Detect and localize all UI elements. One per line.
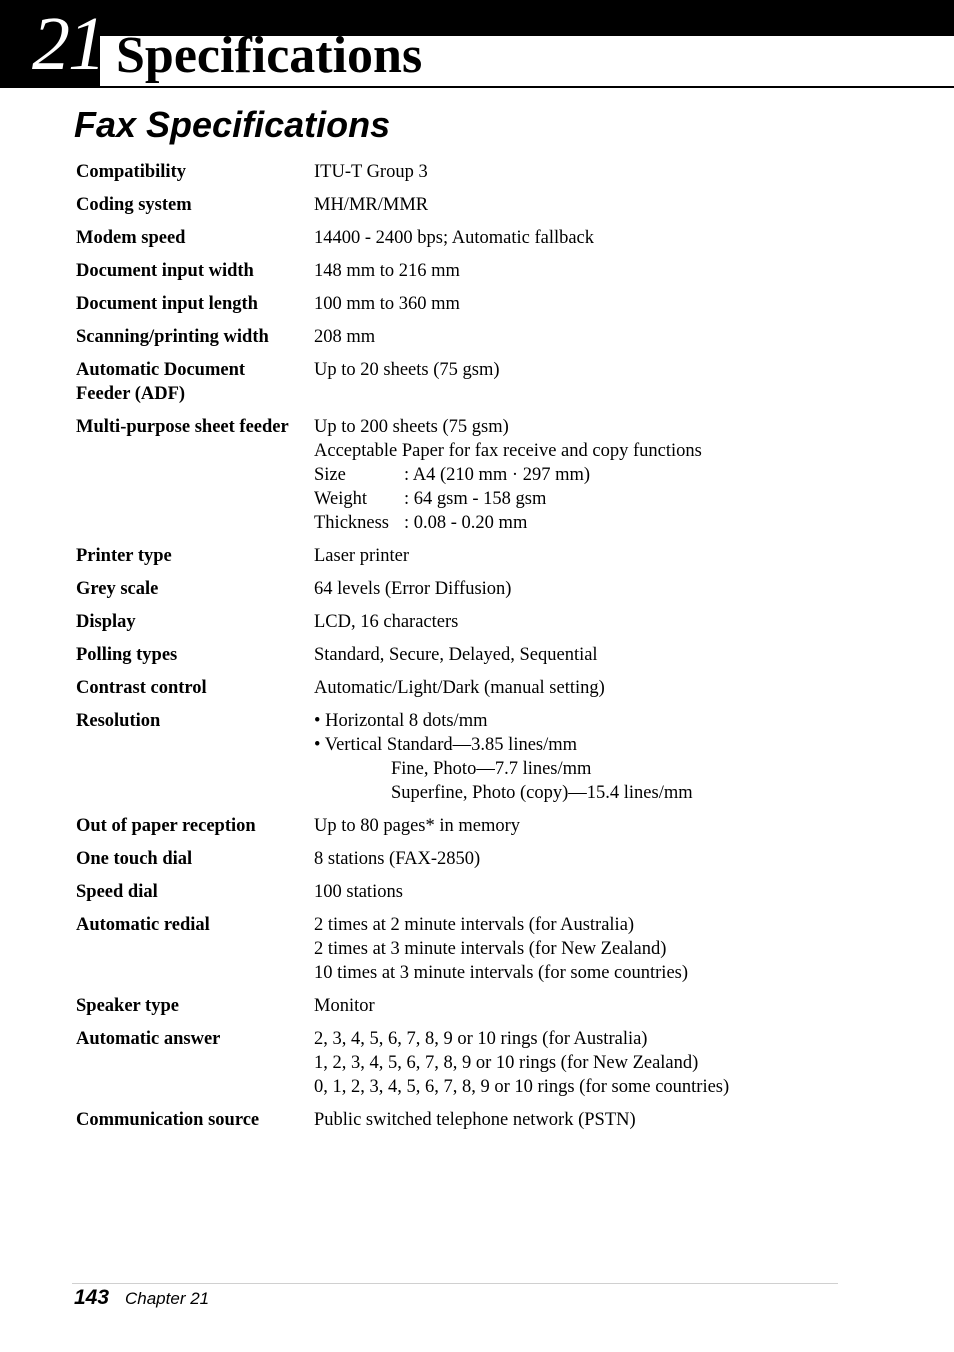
spec-row xyxy=(76,994,876,1018)
spec-label: One touch dial xyxy=(76,849,193,869)
spec-row xyxy=(76,358,876,406)
spec-row xyxy=(76,1027,876,1099)
chapter-number: 21 xyxy=(32,2,104,86)
spec-value-line: 8 stations (FAX-2850) xyxy=(314,849,481,869)
spec-label: Automatic answer xyxy=(76,1029,221,1049)
spec-value xyxy=(314,994,876,1018)
spec-row xyxy=(76,160,876,184)
spec-value xyxy=(314,226,876,250)
spec-value-line: 2 times at 3 minute intervals (for New Zealand) xyxy=(314,939,667,959)
spec-label: Automatic redial xyxy=(76,915,210,935)
spec-label: Compatibility xyxy=(76,162,186,182)
spec-value xyxy=(314,160,876,184)
spec-value-line: 64 levels (Error Diffusion) xyxy=(314,579,512,599)
spec-value-line: 148 mm to 216 mm xyxy=(314,261,460,281)
spec-value-line: 100 stations xyxy=(314,882,403,902)
page-number: 143 xyxy=(74,1286,110,1309)
spec-label: Display xyxy=(76,612,136,632)
spec-value xyxy=(314,415,876,535)
spec-value-line: 10 times at 3 minute intervals (for some countries) xyxy=(314,963,689,983)
spec-value-line: ITU-T Group 3 xyxy=(314,162,428,182)
spec-label: Polling types xyxy=(76,645,178,665)
spec-value xyxy=(314,847,876,871)
spec-row xyxy=(76,610,876,634)
spec-value-line: 1, 2, 3, 4, 5, 6, 7, 8, 9 or 10 rings (for New Zealand) xyxy=(314,1053,699,1073)
section-title: Fax Specifications xyxy=(74,104,391,145)
paper-spec-value: : 64 gsm - 158 gsm xyxy=(404,489,547,509)
paper-spec-line xyxy=(314,463,876,487)
spec-row xyxy=(76,193,876,217)
spec-row xyxy=(76,325,876,349)
spec-label: Document input length xyxy=(76,294,258,314)
spec-value-line: Up to 80 pages* in memory xyxy=(314,816,521,836)
paper-spec-key: Weight xyxy=(314,489,367,509)
spec-row xyxy=(76,643,876,667)
spec-label: Document input width xyxy=(76,261,254,281)
spec-label: Printer type xyxy=(76,546,172,566)
spec-label: Resolution xyxy=(76,711,161,731)
paper-spec-line xyxy=(314,511,876,535)
spec-label: Modem speed xyxy=(76,228,186,248)
spec-value-line: 2 times at 2 minute intervals (for Australia) xyxy=(314,915,635,935)
spec-label-line: Feeder (ADF) xyxy=(76,384,186,404)
spec-value-indented-line: Superfine, Photo (copy)—15.4 lines/mm xyxy=(391,783,693,803)
spec-row xyxy=(76,415,876,535)
paper-spec-value: : A4 (210 mm · 297 mm) xyxy=(404,465,591,485)
spec-value-line: 208 mm xyxy=(314,327,376,347)
spec-label: Speaker type xyxy=(76,996,179,1016)
spec-value-line: Automatic/Light/Dark (manual setting) xyxy=(314,678,605,698)
spec-row xyxy=(76,259,876,283)
spec-label-line: Automatic Document xyxy=(76,360,246,380)
spec-value xyxy=(314,577,876,601)
chapter-title-rule xyxy=(100,86,954,88)
spec-value xyxy=(314,1027,876,1099)
spec-label: Out of paper reception xyxy=(76,816,256,836)
chapter-number-box xyxy=(0,0,104,88)
spec-value-line: Laser printer xyxy=(314,546,410,566)
spec-label: Multi-purpose sheet feeder xyxy=(76,417,289,437)
spec-value-line: • Horizontal 8 dots/mm xyxy=(314,711,488,731)
spec-value xyxy=(314,358,876,406)
paper-spec-key: Size xyxy=(314,465,346,485)
spec-value-line: Up to 200 sheets (75 gsm) xyxy=(314,417,509,437)
spec-value-line: 0, 1, 2, 3, 4, 5, 6, 7, 8, 9 or 10 rings (for some countries) xyxy=(314,1077,730,1097)
spec-label: Speed dial xyxy=(76,882,158,902)
spec-label xyxy=(76,358,314,406)
spec-row xyxy=(76,880,876,904)
spec-value-line: MH/MR/MMR xyxy=(314,195,429,215)
spec-label: Scanning/printing width xyxy=(76,327,269,347)
spec-table xyxy=(76,160,876,1141)
spec-label: Communication source xyxy=(76,1110,260,1130)
footer-chapter-label: Chapter 21 xyxy=(125,1289,210,1308)
spec-value xyxy=(314,709,876,805)
paper-spec-line xyxy=(314,487,876,511)
paper-spec-value: : 0.08 - 0.20 mm xyxy=(404,513,528,533)
spec-value xyxy=(314,913,876,985)
spec-row xyxy=(76,847,876,871)
spec-value-line: 14400 - 2400 bps; Automatic fallback xyxy=(314,228,595,248)
spec-value xyxy=(314,676,876,700)
spec-value xyxy=(314,325,876,349)
spec-value xyxy=(314,814,876,838)
spec-row xyxy=(76,913,876,985)
paper-spec-key: Thickness xyxy=(314,513,390,533)
spec-label: Contrast control xyxy=(76,678,207,698)
spec-value-line: 2, 3, 4, 5, 6, 7, 8, 9 or 10 rings (for Australia) xyxy=(314,1029,648,1049)
spec-value xyxy=(314,1108,876,1132)
footer-rule xyxy=(72,1283,838,1284)
spec-value-line: LCD, 16 characters xyxy=(314,612,459,632)
spec-value-line: Up to 20 sheets (75 gsm) xyxy=(314,360,500,380)
spec-value xyxy=(314,643,876,667)
spec-value-indented-line: Fine, Photo—7.7 lines/mm xyxy=(391,759,592,779)
spec-value xyxy=(314,292,876,316)
spec-row xyxy=(76,544,876,568)
spec-value xyxy=(314,544,876,568)
spec-row xyxy=(76,709,876,805)
spec-label: Grey scale xyxy=(76,579,159,599)
spec-value-line: Standard, Secure, Delayed, Sequential xyxy=(314,645,598,665)
spec-value xyxy=(314,880,876,904)
spec-value xyxy=(314,193,876,217)
spec-row xyxy=(76,814,876,838)
spec-label: Coding system xyxy=(76,195,192,215)
spec-value-line: 100 mm to 360 mm xyxy=(314,294,460,314)
spec-value-line: • Vertical Standard—3.85 lines/mm xyxy=(314,735,578,755)
spec-row xyxy=(76,1108,876,1132)
spec-row xyxy=(76,577,876,601)
spec-row xyxy=(76,226,876,250)
spec-value-line: Monitor xyxy=(314,996,375,1016)
spec-row xyxy=(76,676,876,700)
spec-value-line: Public switched telephone network (PSTN) xyxy=(314,1110,636,1130)
spec-row xyxy=(76,292,876,316)
spec-value xyxy=(314,610,876,634)
chapter-title: Specifications xyxy=(116,27,423,84)
spec-value xyxy=(314,259,876,283)
spec-value-line: Acceptable Paper for fax receive and copy functions xyxy=(314,441,702,461)
